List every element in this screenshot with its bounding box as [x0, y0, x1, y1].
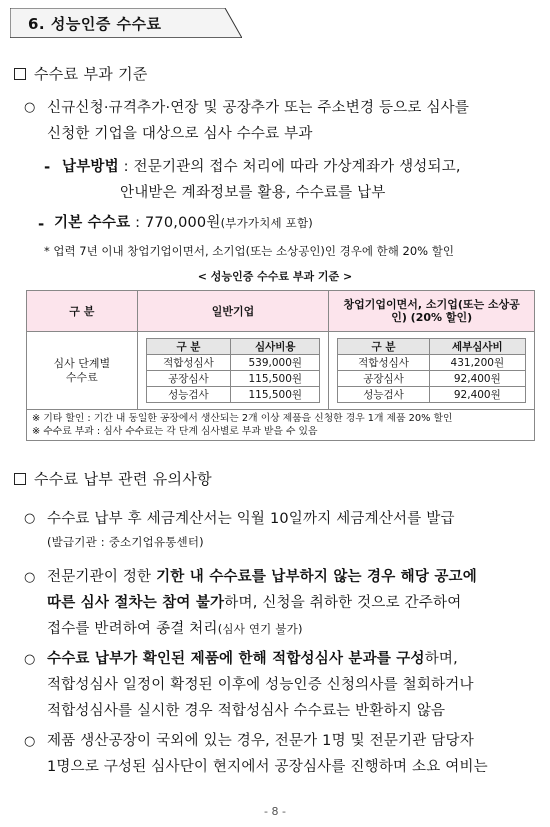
table-row: [146, 355, 320, 371]
fee-table-header: [27, 291, 535, 332]
circle-bullet-icon: ○: [24, 652, 36, 667]
cell-name: 성능검사: [146, 387, 231, 403]
cell-fee: 539,000원: [231, 355, 320, 371]
general-fee-cell: [137, 332, 329, 410]
dash-bullet: -: [38, 215, 45, 233]
table-caption: < 성능인증 수수료 부과 기준 >: [197, 270, 353, 283]
fee-basis-item-line2: 신청한 기업을 대상으로 심사 수수료 부과: [47, 126, 313, 142]
table-row: [338, 371, 526, 387]
inner-header-cost: 심사비용: [231, 339, 320, 355]
cell-name: 적합성심사: [146, 355, 231, 371]
base-fee-label: 기본 수수료: [54, 215, 131, 231]
circle-bullet-icon: ○: [24, 734, 36, 749]
inner-header: [146, 339, 320, 355]
caution-2-line3-small: (심사 연기 불가): [217, 622, 303, 636]
header-general: 일반기업: [137, 291, 329, 332]
payment-method-text: : 전문기관의 접수 처리에 따라 가상계좌가 생성되고,: [118, 159, 461, 175]
inner-header-division: 구 분: [338, 339, 429, 355]
inner-header-division: 구 분: [146, 339, 231, 355]
caution-item-4: [47, 728, 542, 780]
header-startup: 창업기업이면서, 소기업(또는 소상공인) (20% 할인): [329, 291, 535, 332]
circle-bullet-icon: ○: [24, 570, 36, 585]
payment-method-line2: 안내받은 계좌정보를 활용, 수수료를 납부: [120, 185, 386, 201]
base-fee: [54, 210, 534, 236]
caution-4-line1: 제품 생산공장이 국외에 있는 경우, 전문가 1명 및 전문기관 담당자: [47, 733, 474, 749]
caution-item-3: [47, 646, 542, 724]
row-label: 심사 단계별 수수료: [27, 332, 138, 410]
fee-basis-item-line1: 신규신청·규격추가·연장 및 공장추가 또는 주소변경 등으로 심사를: [47, 100, 470, 116]
fee-table-notes: [27, 410, 535, 441]
section-title-tab: [10, 8, 242, 38]
cell-name: 성능검사: [338, 387, 429, 403]
circle-bullet-icon: ○: [24, 100, 36, 115]
table-row: [146, 371, 320, 387]
cell-fee: 92,400원: [429, 387, 525, 403]
table-row: [338, 387, 526, 403]
inner-header-detail: 세부심사비: [429, 339, 525, 355]
cell-name: 공장심사: [146, 371, 231, 387]
page-number: - 8 -: [264, 805, 286, 818]
cautions-heading: [14, 468, 212, 489]
caution-3-line2: 적합성심사 일정이 확정된 이후에 성능인증 신청의사를 철회하거나: [47, 677, 474, 693]
caution-3-line3: 적합성심사를 실시한 경우 적합성심사 수수료는 반환하지 않음: [47, 703, 446, 719]
table-row: [146, 387, 320, 403]
caution-3-rest: 하며,: [424, 651, 458, 667]
cell-name: 적합성심사: [338, 355, 429, 371]
caution-3-bold: 수수료 납부가 확인된 제품에 한해 적합성심사 분과를 구성: [47, 651, 425, 667]
startup-fee-table: [337, 338, 526, 403]
caution-3-line1: [47, 646, 542, 672]
square-bullet-icon: [14, 68, 26, 80]
caution-item-1: [47, 506, 542, 552]
notes-cell: [27, 410, 535, 441]
cautions-heading-text: 수수료 납부 관련 유의사항: [34, 470, 212, 488]
dash-bullet: -: [44, 158, 51, 176]
table-note-1: ※ 기타 할인 : 기간 내 동일한 공장에서 생산되는 2개 이상 제품을 신청한 경우 1개 제품 20% 할인: [32, 413, 453, 424]
base-fee-vat: (부가가치세 포함): [220, 216, 313, 230]
caution-2-line3: [47, 616, 542, 642]
fee-basis-item: [47, 95, 542, 147]
caution-2-line2: [47, 590, 542, 616]
payment-method-label: 납부방법: [62, 159, 119, 175]
header-division: 구 분: [27, 291, 138, 332]
cell-fee: 115,500원: [231, 371, 320, 387]
cell-fee: 115,500원: [231, 387, 320, 403]
cell-fee: 431,200원: [429, 355, 525, 371]
discount-note: * 업력 7년 이내 창업기업이면서, 소기업(또는 소상공인)인 경우에 한해 20% 할인: [44, 244, 454, 258]
caution-2-bold1: 기한 내 수수료를 납부하지 않는 경우 해당 공고에: [156, 569, 477, 585]
caution-item-2: [47, 564, 542, 642]
table-note-2: ※ 수수료 부과 : 심사 수수료는 각 단계 심사별로 부과 받을 수 있음: [32, 426, 318, 437]
fee-table: [26, 290, 535, 441]
section-title: 6. 성능인증 수수료: [28, 15, 162, 33]
caution-1-line2: (발급기관 : 중소기업유통센터): [47, 535, 204, 549]
caution-1-line1: 수수료 납부 후 세금계산서는 익월 10일까지 세금계산서를 발급: [47, 511, 455, 527]
fee-basis-heading-text: 수수료 부과 기준: [34, 65, 148, 83]
cell-name: 공장심사: [338, 371, 429, 387]
payment-method-line1: [62, 154, 542, 180]
circle-bullet-icon: ○: [24, 511, 36, 526]
payment-method: [62, 154, 542, 206]
table-row: [338, 355, 526, 371]
general-fee-table: [146, 338, 321, 403]
caution-2-rest: 하며, 신청을 취하한 것으로 간주하여: [224, 595, 462, 611]
caution-2-bold2: 따른 심사 절차는 참여 불가: [47, 595, 225, 611]
inner-header: [338, 339, 526, 355]
caution-2-line3-text: 접수를 반려하여 종결 처리: [47, 621, 218, 637]
fee-table-row: [27, 332, 535, 410]
fee-basis-heading: [14, 63, 148, 84]
cell-fee: 92,400원: [429, 371, 525, 387]
caution-4-line2: 1명으로 구성된 심사단이 현지에서 공장심사를 진행하며 소요 여비는: [47, 759, 488, 775]
base-fee-value: : 770,000원: [130, 215, 221, 231]
caution-2-line1: [47, 564, 542, 590]
startup-fee-cell: [329, 332, 535, 410]
square-bullet-icon: [14, 473, 26, 485]
caution-2-pre: 전문기관이 정한: [47, 569, 157, 585]
